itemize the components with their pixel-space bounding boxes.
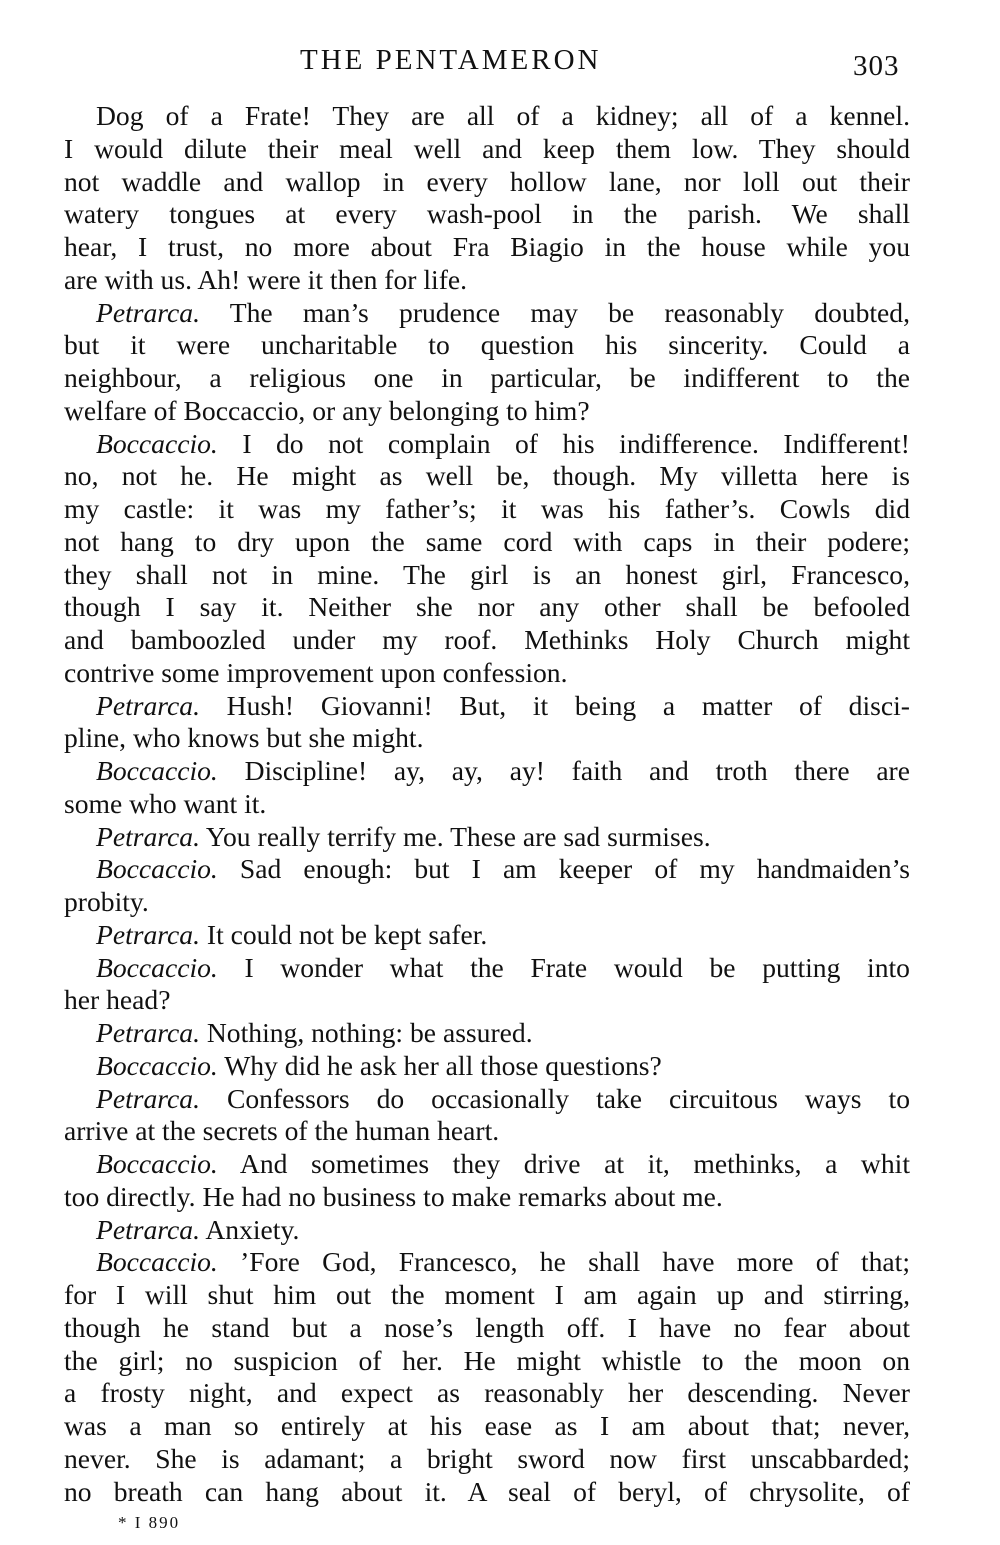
line-text: I wonder what the Frate would be putting into xyxy=(244,951,910,983)
text-line xyxy=(64,264,910,297)
text-line xyxy=(64,166,910,199)
text-line xyxy=(64,984,910,1017)
text-line xyxy=(64,624,910,657)
line-text: probity. xyxy=(64,886,149,917)
text-line xyxy=(64,1443,910,1476)
line-text: pline, who knows but she might. xyxy=(64,722,424,754)
line-text: Why did he ask her all those questions? xyxy=(224,1049,662,1081)
line-text: welfare of Boccaccio, or any belonging to him? xyxy=(64,394,590,426)
page-number: 303 xyxy=(853,50,900,82)
text-line xyxy=(64,1148,910,1181)
line-text: are with us. Ah! were it then for life. xyxy=(64,263,468,295)
speaker-name: Boccaccio. xyxy=(96,1246,218,1278)
text-line xyxy=(64,559,910,592)
text-line xyxy=(64,722,910,755)
line-text: Discipline! ay, ay, ay! faith and troth there are xyxy=(244,755,910,786)
text-line xyxy=(64,853,910,886)
speaker-name: Boccaccio. xyxy=(96,1148,218,1179)
line-text: some who want it. xyxy=(64,787,267,819)
line-text: The man’s prudence may be reasonably doubted, xyxy=(229,296,910,328)
speaker-name: Petrarca. xyxy=(96,1082,200,1114)
text-line xyxy=(64,1246,910,1279)
speaker-name: Boccaccio. xyxy=(96,755,218,786)
line-text: contrive some improvement upon confession. xyxy=(64,656,568,688)
body-text xyxy=(64,100,910,1508)
line-text: my castle: it was my father’s; it was his father’s. Cowls did xyxy=(64,493,910,524)
line-text: watery tongues at every wash-pool in the parish. We shall xyxy=(64,198,910,230)
line-text: And sometimes they drive at it, methinks, a whit xyxy=(239,1148,910,1179)
text-line xyxy=(64,100,910,133)
speaker-name: Boccaccio. xyxy=(96,853,218,885)
line-text: a frosty night, and expect as reasonably her descending. Never xyxy=(64,1377,910,1409)
line-text: too directly. He had no business to make remarks about me. xyxy=(64,1180,723,1212)
line-text: Hush! Giovanni! But, it being a matter of disci- xyxy=(226,689,910,721)
text-line xyxy=(64,1017,910,1050)
speaker-name: Boccaccio. xyxy=(96,951,218,983)
text-line xyxy=(64,1345,910,1378)
line-text: not hang to dry upon the same cord with caps in their podere; xyxy=(64,525,910,557)
line-text: though I say it. Neither she nor any other shall be befooled xyxy=(64,591,910,623)
text-line xyxy=(64,1214,910,1247)
text-line xyxy=(64,1410,910,1443)
text-line xyxy=(64,198,910,231)
speaker-name: Boccaccio. xyxy=(96,1049,218,1081)
text-line xyxy=(64,1476,910,1509)
text-line xyxy=(64,428,910,461)
running-title: THE PENTAMERON xyxy=(300,44,602,76)
line-text: they shall not in mine. The girl is an honest girl, Francesco, xyxy=(64,558,910,590)
text-line xyxy=(64,460,910,493)
line-text: though he stand but a nose’s length off. I have no fear about xyxy=(64,1311,910,1343)
line-text: Nothing, nothing: be assured. xyxy=(206,1017,533,1048)
speaker-name: Petrarca. xyxy=(96,1213,200,1245)
text-line xyxy=(64,329,910,362)
line-text: and bamboozled under my roof. Methinks Holy Church might xyxy=(64,624,910,655)
speaker-name: Petrarca. xyxy=(96,296,200,328)
line-text: ’Fore God, Francesco, he shall have more of that; xyxy=(240,1246,910,1278)
line-text: the girl; no suspicion of her. He might whistle to the moon on xyxy=(64,1344,910,1376)
line-text: You really terrify me. These are sad surmises. xyxy=(205,820,711,852)
line-text: Anxiety. xyxy=(205,1213,300,1245)
text-line xyxy=(64,919,910,952)
text-line xyxy=(64,788,910,821)
text-line xyxy=(64,231,910,264)
text-line xyxy=(64,133,910,166)
speaker-name: Petrarca. xyxy=(96,918,200,950)
line-text: I do not complain of his indifference. Indifferent! xyxy=(242,427,910,459)
text-line xyxy=(64,886,910,919)
text-line xyxy=(64,362,910,395)
running-header xyxy=(0,44,1000,84)
line-text: hear, I trust, no more about Fra Biagio in the house while you xyxy=(64,231,910,262)
line-text: neighbour, a religious one in particular, be indifferent to the xyxy=(64,362,910,393)
text-line xyxy=(64,657,910,690)
line-text: Dog of a Frate! They are all of a kidney; all of a kennel. xyxy=(96,100,910,131)
text-line xyxy=(64,1279,910,1312)
line-text: for I will shut him out the moment I am again up and stirring, xyxy=(64,1279,910,1310)
speaker-name: Petrarca. xyxy=(96,689,200,721)
text-line xyxy=(64,952,910,985)
line-text: her head? xyxy=(64,984,171,1016)
line-text: Sad enough: but I am keeper of my handmaiden’s xyxy=(239,853,910,885)
line-text: no, not he. He might as well be, though. My villetta here is xyxy=(64,460,910,492)
line-text: I would dilute their meal well and keep them low. They should xyxy=(64,132,910,164)
text-line xyxy=(64,591,910,624)
text-line xyxy=(64,526,910,559)
signature-mark: * I 890 xyxy=(118,1513,181,1532)
line-text: never. She is adamant; a bright sword now first unscabbarded; xyxy=(64,1442,910,1474)
speaker-name: Petrarca. xyxy=(96,1017,200,1048)
text-line xyxy=(64,1181,910,1214)
line-text: but it were uncharitable to question his sincerity. Could a xyxy=(64,329,910,361)
text-line xyxy=(64,395,910,428)
text-line xyxy=(64,1115,910,1148)
line-text: not waddle and wallop in every hollow lane, nor loll out their xyxy=(64,165,910,197)
line-text: Confessors do occasionally take circuitous ways to xyxy=(226,1082,910,1114)
line-text: no breath can hang about it. A seal of beryl, of chrysolite, of xyxy=(64,1475,910,1507)
text-line xyxy=(64,297,910,330)
text-line xyxy=(64,1050,910,1083)
speaker-name: Petrarca. xyxy=(96,820,200,852)
text-line xyxy=(64,1377,910,1410)
text-line xyxy=(64,821,910,854)
speaker-name: Boccaccio. xyxy=(96,427,218,459)
text-line xyxy=(64,1083,910,1116)
text-line xyxy=(64,690,910,723)
line-text: was a man so entirely at his ease as I am about that; never, xyxy=(64,1410,910,1441)
text-line xyxy=(64,1312,910,1345)
text-line xyxy=(64,493,910,526)
line-text: arrive at the secrets of the human heart. xyxy=(64,1115,500,1147)
text-line xyxy=(64,755,910,788)
line-text: It could not be kept safer. xyxy=(206,918,488,950)
